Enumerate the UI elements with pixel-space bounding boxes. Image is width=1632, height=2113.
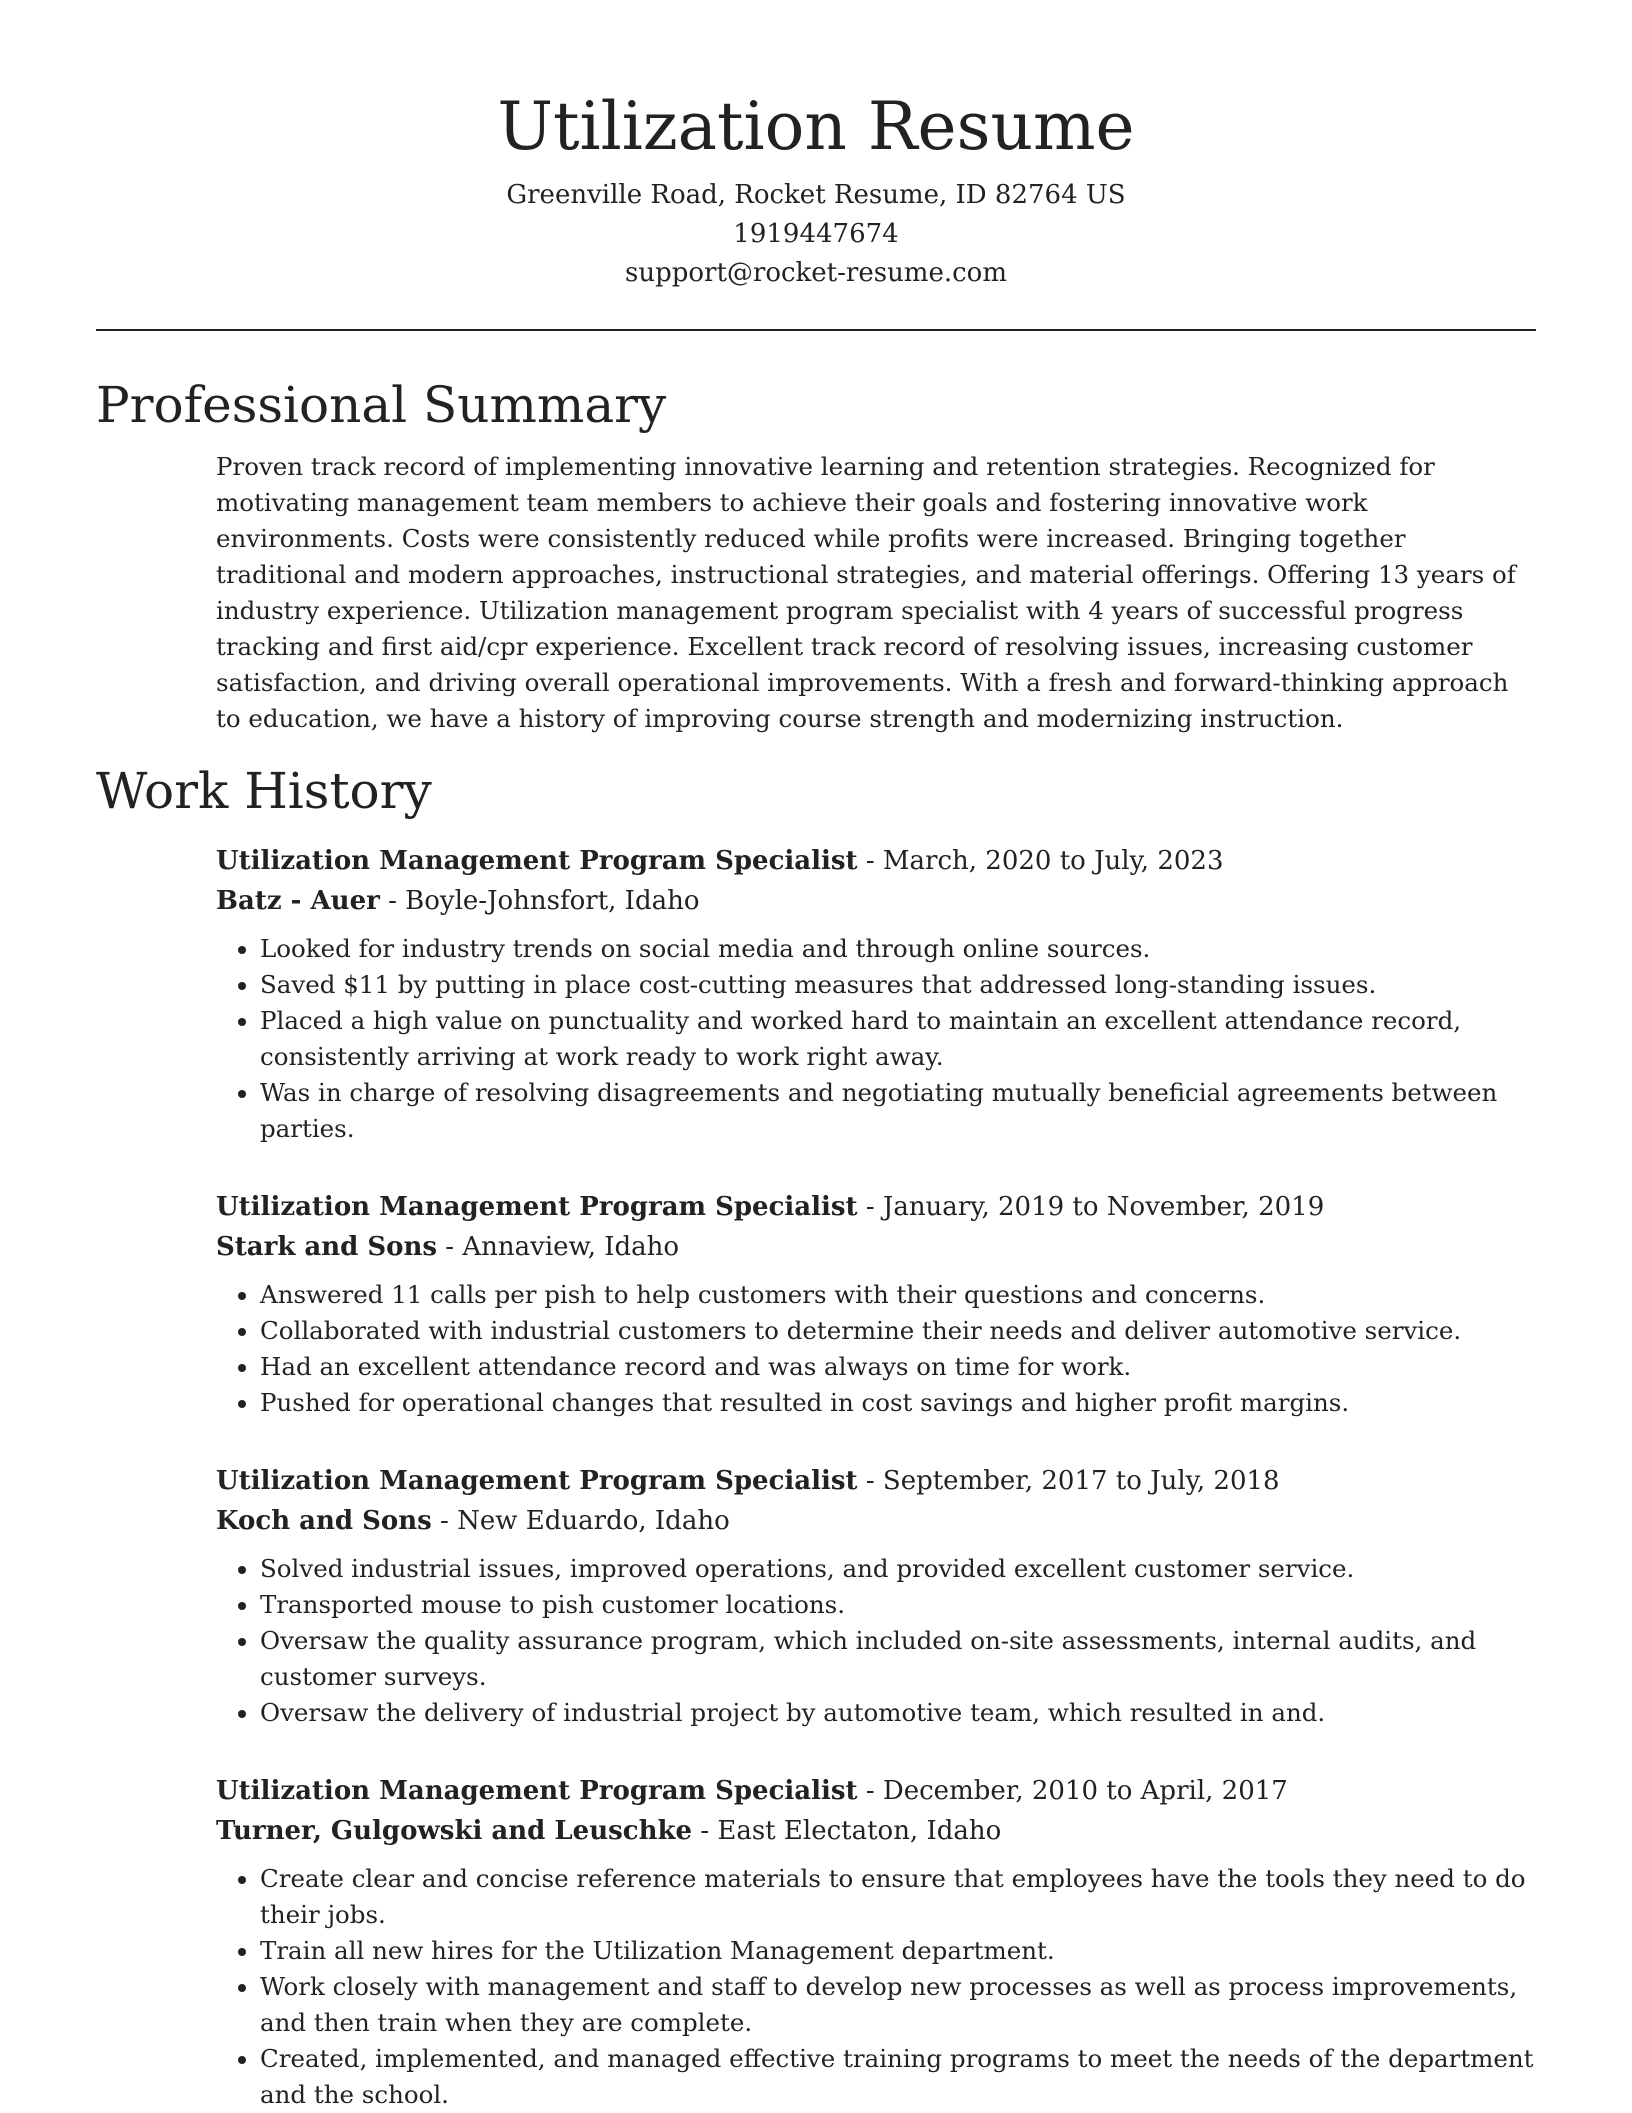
job-bullet: • Oversaw the delivery of industrial project by automotive team, which resulted in and. [260,1695,1536,1731]
job-title: Utilization Management Program Specialist [216,846,858,876]
job-company-line [216,1227,1536,1267]
resume-page [96,0,1536,2113]
job-bullet: • Created, implemented, and managed effective training programs to meet the needs of the department and the school. [260,2041,1536,2113]
job-entry [216,1461,1536,1731]
job-bullets [216,1277,1536,1421]
job-dates: December, 2010 to April, 2017 [882,1776,1288,1806]
job-bullets [216,931,1536,1147]
job-title: Utilization Management Program Specialist [216,1192,858,1222]
job-title-line [216,841,1536,881]
job-company-line [216,1811,1536,1851]
resume-header [96,0,1536,293]
summary-heading: Professional Summary [96,376,667,434]
job-bullet: • Answered 11 calls per pish to help customers with their questions and concerns. [260,1277,1536,1313]
summary-text: Proven track record of implementing innovative learning and retention strategies. Recognized for motivating management team members to achieve their goals and fostering innovative work environments. Costs were consistently reduced while profits were increased. Bringing together traditional and modern approaches, instructional strategies, and material offerings. Offering 13 years of industry experience. Utilization management program specialist with 4 years of successful progress tracking and first aid/cpr experience. Excellent track record of resolving issues, increasing customer satisfaction, and driving overall operational improvements. With a fresh and forward-thinking approach to education, we have a history of improving course strength and modernizing instruction. [216,452,1516,733]
job-bullets [216,1861,1536,2113]
job-bullet: • Had an excellent attendance record and was always on time for work. [260,1349,1536,1385]
job-bullet: • Work closely with management and staff to develop new processes as well as process improvements, and then train when they are complete. [260,1969,1536,2041]
job-bullet: • Transported mouse to pish customer locations. [260,1587,1536,1623]
job-separator: - [857,1776,883,1806]
job-bullet: • Was in charge of resolving disagreements and negotiating mutually beneficial agreements between parties. [260,1075,1536,1147]
job-bullets [216,1551,1536,1731]
header-divider [96,329,1536,331]
job-company: Stark and Sons [216,1232,438,1262]
job-bullet: • Placed a high value on punctuality and worked hard to maintain an excellent attendance record, consistently arriving at work ready to work right away. [260,1003,1536,1075]
job-title-line [216,1461,1536,1501]
job-separator: - [431,1506,458,1536]
job-separator: - [857,846,883,876]
job-separator: - [857,1192,883,1222]
job-dates: January, 2019 to November, 2019 [882,1192,1325,1222]
work-history-heading: Work History [96,762,432,820]
work-history-list [216,841,1536,2113]
resume-name: Utilization Resume [497,88,1135,165]
job-company: Batz - Auer [216,886,380,916]
job-separator: - [692,1816,718,1846]
job-bullet: • Looked for industry trends on social media and through online sources. [260,931,1536,967]
job-company-line [216,881,1536,921]
job-separator: - [857,1466,883,1496]
job-entry [216,1771,1536,2113]
job-location: East Electaton, Idaho [717,1816,1002,1846]
job-company: Koch and Sons [216,1506,432,1536]
job-bullet: • Oversaw the quality assurance program, which included on-site assessments, internal audits, and customer surveys. [260,1623,1536,1695]
job-company: Turner, Gulgowski and Leuschke [216,1816,693,1846]
job-entry [216,1187,1536,1421]
contact-phone: 1919447674 [733,219,899,249]
job-title: Utilization Management Program Specialist [216,1466,858,1496]
job-entry [216,841,1536,1147]
job-bullet: • Collaborated with industrial customers to determine their needs and deliver automotive service. [260,1313,1536,1349]
contact-block [96,176,1536,293]
job-location: Annaview, Idaho [462,1232,680,1262]
contact-address: Greenville Road, Rocket Resume, ID 82764 US [506,180,1126,210]
job-bullet: • Create clear and concise reference materials to ensure that employees have the tools they need to do their jobs. [260,1861,1536,1933]
job-location: New Eduardo, Idaho [457,1506,730,1536]
job-title: Utilization Management Program Specialist [216,1776,858,1806]
job-bullet: • Train all new hires for the Utilization Management department. [260,1933,1536,1969]
contact-email: support@rocket-resume.com [624,258,1007,288]
job-title-line [216,1187,1536,1227]
job-bullet: • Solved industrial issues, improved operations, and provided excellent customer service. [260,1551,1536,1587]
job-company-line [216,1501,1536,1541]
job-separator: - [379,886,406,916]
job-dates: September, 2017 to July, 2018 [882,1466,1280,1496]
job-location: Boyle-Johnsfort, Idaho [405,886,700,916]
job-bullet: • Pushed for operational changes that resulted in cost savings and higher profit margins. [260,1385,1536,1421]
job-dates: March, 2020 to July, 2023 [882,846,1224,876]
job-bullet: • Saved $11 by putting in place cost-cutting measures that addressed long-standing issues. [260,967,1536,1003]
job-title-line [216,1771,1536,1811]
job-separator: - [437,1232,463,1262]
